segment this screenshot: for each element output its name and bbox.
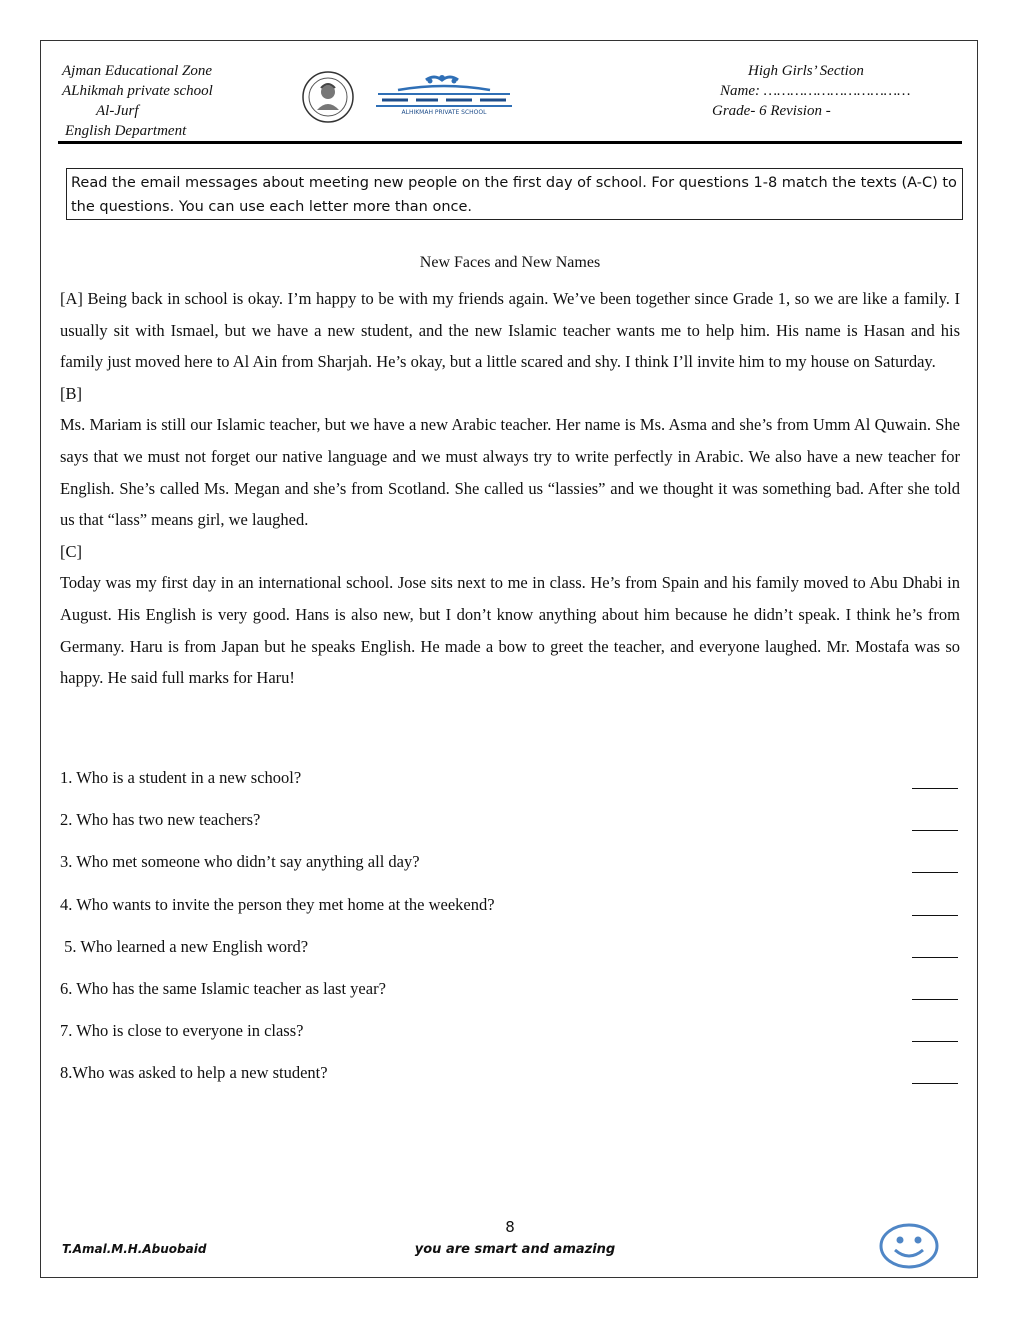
story-text (60, 283, 960, 694)
question-text: 6. Who has the same Islamic teacher as last year? (60, 978, 386, 998)
question-list (60, 768, 960, 1106)
header-zone: Ajman Educational Zone (62, 63, 212, 79)
header-department: English Department (65, 123, 187, 139)
paragraph-a: [A] Being back in school is okay. I’m happy to be with my friends again. We’ve been together since Grade 1, so we are like a family. I usually sit with Ismael, but we have a new student, and the new Islamic teacher wants me to help him. His name is Hasan and his family just moved here to Al Ain from Sharjah. He’s okay, but a little scared and shy. I think I’ll invite him to my house on Saturday. (60, 289, 960, 372)
question-text: 7. Who is close to everyone in class? (60, 1021, 304, 1041)
answer-blank[interactable] (912, 858, 958, 873)
header-school: ALhikmah private school (62, 83, 213, 99)
question-text: 4. Who wants to invite the person they met home at the weekend? (60, 894, 495, 914)
story-title: New Faces and New Names (419, 254, 601, 271)
label-c: [C] (60, 541, 82, 561)
answer-blank[interactable] (912, 943, 958, 958)
smiley-icon (878, 1222, 940, 1270)
question-item (60, 895, 960, 937)
question-text: 3. Who met someone who didn’t say anything all day? (60, 852, 420, 872)
teacher-name: T.Amal.M.H.Abuobaid (62, 1242, 207, 1256)
school-logo-icon (368, 72, 520, 116)
logo-text: ALHIKMAH PRIVATE SCHOOL (401, 109, 487, 116)
paragraph-b: Ms. Mariam is still our Islamic teacher, but we have a new Arabic teacher. Her name is Ms. Asma and she’s from Umm Al Quwain. She says that we must not forget our native language and we must always try to write perfectly in Arabic. We also have a new teacher for English. She’s called Ms. Megan and she’s from Scotland. She called us “lassies” and we thought it was something bad. After she told us that “lass” means girl, we laughed. (60, 415, 960, 530)
instructions-box: Read the email messages about meeting new people on the first day of school. For questions 1-8 match the texts (A-C) to the questions. You can use each letter more than once. (66, 168, 963, 220)
question-item (60, 1021, 960, 1063)
header-right (712, 61, 952, 121)
answer-blank[interactable] (912, 774, 958, 789)
answer-blank[interactable] (912, 985, 958, 1000)
question-item (60, 979, 960, 1021)
emblem-seal-icon (301, 70, 355, 124)
question-item (60, 1063, 960, 1105)
question-text: 8.Who was asked to help a new student? (60, 1063, 328, 1083)
question-text: 1. Who is a student in a new school? (60, 768, 302, 787)
header-name-field: Name: …………………………… (720, 83, 911, 99)
header-divider (58, 141, 962, 144)
page-number: 8 (505, 1218, 515, 1236)
header-grade: Grade- 6 Revision - (712, 103, 831, 119)
header-section: High Girls’ Section (748, 63, 864, 79)
header-left (62, 61, 213, 141)
question-text: 2. Who has two new teachers? (60, 810, 261, 830)
answer-blank[interactable] (912, 1027, 958, 1042)
question-item (60, 810, 960, 852)
question-item (60, 852, 960, 894)
paragraph-c: Today was my first day in an international school. Jose sits next to me in class. He’s from Spain and his family moved to Abu Dhabi in August. His English is very good. Hans is also new, but I don’t know anything about him because he didn’t speak. I think he’s from Germany. Haru is from Japan but he speaks English. He made a bow to greet the teacher, and everyone laughed. Mr. Mostafa was so happy. He said full marks for Haru! (60, 573, 960, 688)
question-item (60, 768, 960, 810)
question-text: 5. Who learned a new English word? (60, 936, 309, 956)
question-item (60, 937, 960, 979)
footer-motto: you are smart and amazing (414, 1242, 616, 1257)
answer-blank[interactable] (912, 1069, 958, 1084)
label-b: [B] (60, 383, 82, 403)
header-location: Al-Jurf (96, 103, 139, 119)
answer-blank[interactable] (912, 816, 958, 831)
answer-blank[interactable] (912, 901, 958, 916)
